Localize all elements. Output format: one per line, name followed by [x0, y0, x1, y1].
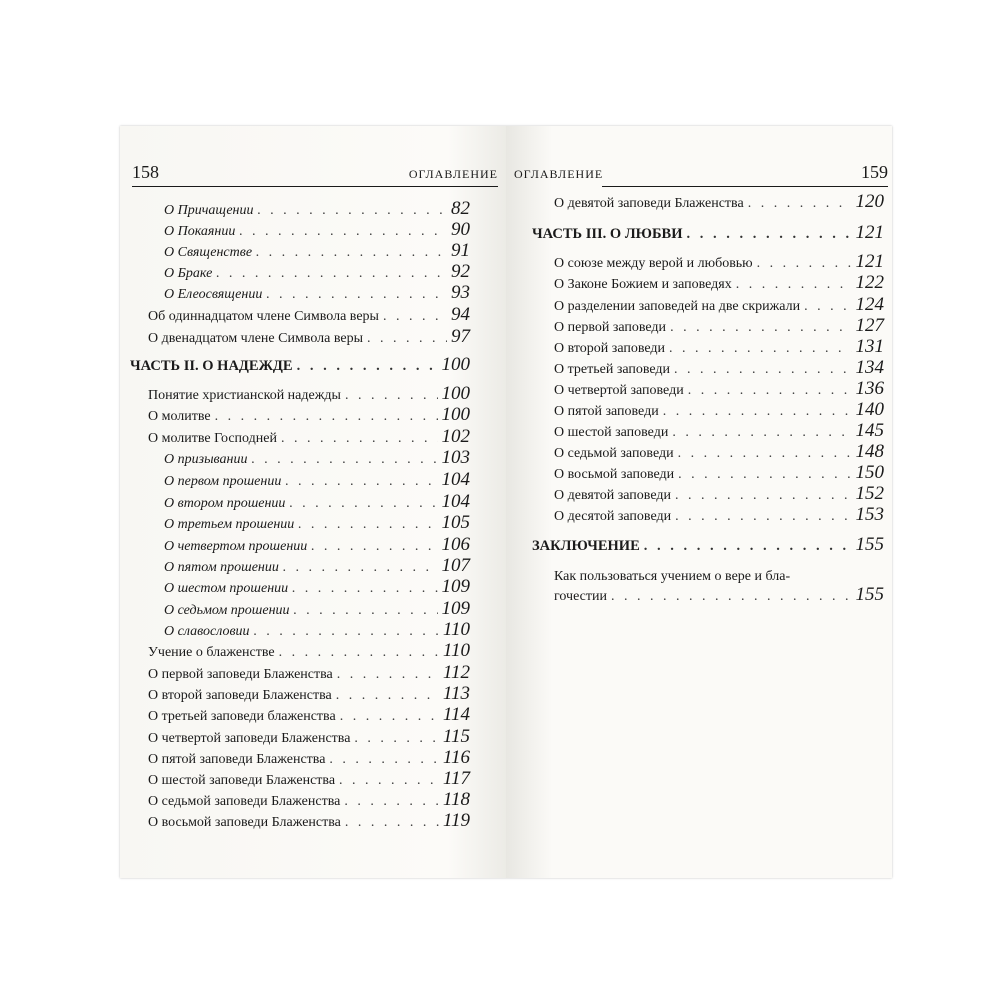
toc-entry-title: О первом прошении: [164, 474, 282, 489]
toc-entry: [554, 464, 884, 484]
toc-entry-title: О Покаянии: [164, 224, 236, 239]
dot-leader: [354, 730, 438, 748]
toc-page-number: 103: [441, 447, 470, 468]
toc-page-number: 152: [855, 483, 884, 504]
dot-leader: [688, 382, 852, 400]
dot-leader: [281, 430, 438, 448]
dot-leader: [239, 223, 447, 241]
toc-entry: [164, 221, 470, 241]
dot-leader: [345, 814, 439, 832]
dot-leader: [311, 538, 437, 556]
toc-entry-title: О пятой заповеди: [554, 404, 659, 419]
dot-leader: [251, 451, 437, 469]
toc-entry: [148, 685, 470, 705]
toc-entry: [148, 812, 470, 832]
toc-page-number: 114: [442, 704, 470, 725]
toc-entry-title: О Священстве: [164, 245, 253, 260]
dot-leader: [757, 255, 852, 273]
toc-entry-title: ЗАКЛЮЧЕНИЕ: [532, 538, 640, 554]
toc-page-number: 112: [442, 662, 470, 683]
left-page: [120, 126, 506, 878]
toc-page-number: 105: [441, 512, 470, 533]
toc-entry: [554, 193, 884, 213]
toc-entry-title: О четвертом прошении: [164, 539, 308, 554]
toc-entry-title: О пятой заповеди Блаженства: [148, 752, 326, 767]
toc-entry: [164, 578, 470, 598]
toc-page-number: 100: [441, 354, 470, 375]
toc-page-number: 124: [855, 294, 884, 315]
dot-leader: [279, 644, 439, 662]
toc-entry: [554, 296, 884, 316]
toc-entry: [164, 621, 470, 641]
toc-entry-title: О восьмой заповеди: [554, 467, 675, 482]
toc-page-number: 104: [441, 469, 470, 490]
toc-page-number: 110: [442, 640, 470, 661]
toc-entry: [164, 200, 470, 220]
dot-leader: [254, 623, 439, 641]
toc-page-number: 97: [451, 326, 470, 347]
dot-leader: [678, 445, 852, 463]
toc-entry: [554, 274, 884, 294]
toc-entry: [164, 536, 470, 556]
toc-entry: [554, 485, 884, 505]
toc-page-number: 145: [855, 420, 884, 441]
toc-page-number: 134: [855, 357, 884, 378]
toc-entry-title: О четвертой заповеди Блаженства: [148, 731, 351, 746]
toc-entry-title: О Законе Божием и заповедях: [554, 277, 732, 292]
toc-entry-title: О призывании: [164, 452, 248, 467]
toc-page-number: 104: [441, 491, 470, 512]
toc-entry-title: О разделении заповедей на две скрижали: [554, 299, 801, 314]
toc-entry: [148, 791, 470, 811]
dot-leader: [345, 387, 438, 405]
toc-entry: [164, 449, 470, 469]
dot-leader: [669, 340, 851, 358]
toc-entry: [554, 568, 884, 606]
toc-entry-title: ЧАСТЬ II. О НАДЕЖДЕ: [130, 358, 293, 374]
toc-entry: [554, 359, 884, 379]
toc-part-heading: [130, 356, 470, 375]
toc-entry-title: О шестом прошении: [164, 581, 289, 596]
toc-page-number: 82: [451, 198, 470, 219]
toc-entry-title: О Браке: [164, 266, 213, 281]
dot-leader: [670, 319, 851, 337]
toc-entry: [164, 557, 470, 577]
dot-leader: [289, 495, 437, 513]
dot-leader: [687, 225, 852, 243]
toc-entry: [554, 443, 884, 463]
toc-entry-title: ЧАСТЬ III. О ЛЮБВИ: [532, 226, 683, 242]
open-book: [120, 126, 892, 878]
dot-leader: [256, 244, 447, 262]
dot-leader: [736, 276, 852, 294]
toc-page-number: 107: [441, 555, 470, 576]
toc-entry: [148, 770, 470, 790]
toc-page-number: 90: [451, 219, 470, 240]
dot-leader: [611, 588, 852, 606]
toc-entry-title-continued: гочестии: [554, 589, 607, 604]
toc-entry-title: Учение о блаженстве: [148, 645, 275, 660]
toc-entry-title: О седьмой заповеди: [554, 446, 674, 461]
toc-entry-title: О первой заповеди Блаженства: [148, 667, 333, 682]
toc-entry-title: Об одиннадцатом члене Символа веры: [148, 309, 379, 324]
toc-entry-title: О шестой заповеди Блаженства: [148, 773, 336, 788]
dot-leader: [674, 361, 851, 379]
toc-entry: [148, 406, 470, 426]
toc-page-number: 109: [441, 598, 470, 619]
toc-entry: [164, 242, 470, 262]
toc-page-number: 116: [442, 747, 470, 768]
toc-entry-title: О первой заповеди: [554, 320, 667, 335]
toc-entry: [148, 728, 470, 748]
toc-page-number: 131: [855, 336, 884, 357]
toc-entry-title: О седьмой заповеди Блаженства: [148, 794, 341, 809]
toc-entry: [148, 706, 470, 726]
dot-leader: [216, 265, 447, 283]
toc-page-number: 121: [855, 251, 884, 272]
toc-entry: [554, 253, 884, 273]
toc-page-number: 155: [855, 534, 884, 555]
dot-leader: [294, 602, 438, 620]
toc-entry-title: О втором прошении: [164, 496, 286, 511]
toc-page-number: 113: [442, 683, 470, 704]
toc-entry-title: О Причащении: [164, 203, 254, 218]
dot-leader: [283, 559, 438, 577]
toc-page-number: 110: [442, 619, 470, 640]
toc-entry: [554, 401, 884, 421]
toc-page-number: 102: [441, 426, 470, 447]
toc-entry: [554, 317, 884, 337]
toc-entry-title: О третьей заповеди блаженства: [148, 709, 336, 724]
toc-entry: [164, 600, 470, 620]
toc-page-number: 148: [855, 441, 884, 462]
dot-leader: [804, 298, 851, 316]
toc-page-number: 150: [855, 462, 884, 483]
header-rule: [132, 186, 498, 187]
toc-entry-title: О молитве Господней: [148, 431, 277, 446]
toc-page-number: 117: [442, 768, 470, 789]
dot-leader: [367, 330, 447, 348]
toc-entry-title: О третьей заповеди: [554, 362, 671, 377]
dot-leader: [266, 286, 447, 304]
dot-leader: [344, 793, 439, 811]
toc-page-number: 121: [855, 222, 884, 243]
page-number: 159: [861, 162, 888, 182]
dot-leader: [672, 424, 851, 442]
toc-entry-title: О третьем прошении: [164, 517, 295, 532]
toc-page-number: 115: [442, 726, 470, 747]
toc-entry-title: Понятие христианской надежды: [148, 388, 341, 403]
toc-page-number: 100: [441, 404, 470, 425]
toc-entry-title: О девятой заповеди: [554, 488, 671, 503]
toc-entry: [554, 338, 884, 358]
dot-leader: [297, 357, 438, 375]
toc-page-number: 136: [855, 378, 884, 399]
dot-leader: [675, 487, 852, 505]
toc-page-number: 153: [855, 504, 884, 525]
toc-part-heading: [532, 224, 884, 243]
toc-entry: [148, 385, 470, 405]
dot-leader: [336, 687, 439, 705]
toc-entry: [554, 506, 884, 526]
dot-leader: [292, 580, 437, 598]
toc-page-number: 155: [855, 584, 884, 605]
toc-entry-title: О двенадцатом члене Символа веры: [148, 331, 363, 346]
dot-leader: [678, 466, 851, 484]
toc-entry: [164, 284, 470, 304]
toc-entry: [148, 306, 470, 326]
toc-page-number: 127: [855, 315, 884, 336]
toc-page-number: 94: [451, 304, 470, 325]
dot-leader: [748, 195, 852, 213]
dot-leader: [339, 772, 439, 790]
toc-page-number: 106: [441, 534, 470, 555]
toc-entry: [148, 749, 470, 769]
toc-entry-title: О шестой заповеди: [554, 425, 669, 440]
toc-entry-title: О славословии: [164, 624, 250, 639]
toc-entry-title: О десятой заповеди: [554, 509, 672, 524]
toc-entry-title: О второй заповеди Блаженства: [148, 688, 332, 703]
dot-leader: [285, 473, 437, 491]
toc-page-number: 109: [441, 576, 470, 597]
dot-leader: [383, 308, 447, 326]
toc-entry-title: О молитве: [148, 409, 211, 424]
running-head: ОГЛАВЛЕНИЕ: [408, 167, 498, 181]
toc-entry-title: О восьмой заповеди Блаженства: [148, 815, 341, 830]
running-head: ОГЛАВЛЕНИЕ: [514, 167, 604, 181]
toc-entry: [164, 471, 470, 491]
page-number: 158: [132, 162, 159, 182]
toc-entry-title: Как пользоваться учением о вере и бла-: [554, 569, 791, 584]
dot-leader: [329, 751, 438, 769]
toc-entry: [164, 514, 470, 534]
toc-page-number: 93: [451, 282, 470, 303]
dot-leader: [337, 666, 439, 684]
right-page: [506, 126, 892, 878]
dot-leader: [340, 708, 439, 726]
dot-leader: [644, 537, 852, 555]
dot-leader: [215, 408, 438, 426]
toc-entry: [148, 328, 470, 348]
toc-part-heading: [532, 536, 884, 555]
toc-entry-title: О второй заповеди: [554, 341, 666, 356]
dot-leader: [663, 403, 852, 421]
toc-page-number: 120: [855, 191, 884, 212]
toc-page-number: 92: [451, 261, 470, 282]
toc-entry-title: О пятом прошении: [164, 560, 279, 575]
toc-page-number: 122: [855, 272, 884, 293]
toc-page-number: 100: [441, 383, 470, 404]
toc-page-number: 140: [855, 399, 884, 420]
toc-entry: [164, 263, 470, 283]
toc-entry: [554, 422, 884, 442]
toc-page-number: 91: [451, 240, 470, 261]
toc-entry-title: О седьмом прошении: [164, 603, 290, 618]
toc-entry: [554, 380, 884, 400]
toc-entry: [148, 642, 470, 662]
dot-leader: [675, 508, 851, 526]
toc-page-number: 118: [442, 789, 470, 810]
toc-entry-title: О девятой заповеди Блаженства: [554, 196, 744, 211]
toc-entry-title: О союзе между верой и любовью: [554, 256, 753, 271]
header-rule: [602, 186, 888, 187]
dot-leader: [298, 516, 437, 534]
toc-entry-title: О четвертой заповеди: [554, 383, 684, 398]
toc-page-number: 119: [442, 810, 470, 831]
toc-entry: [164, 493, 470, 513]
toc-entry: [148, 428, 470, 448]
dot-leader: [257, 202, 447, 220]
toc-entry: [148, 664, 470, 684]
toc-entry-title: О Елеосвящении: [164, 287, 263, 302]
